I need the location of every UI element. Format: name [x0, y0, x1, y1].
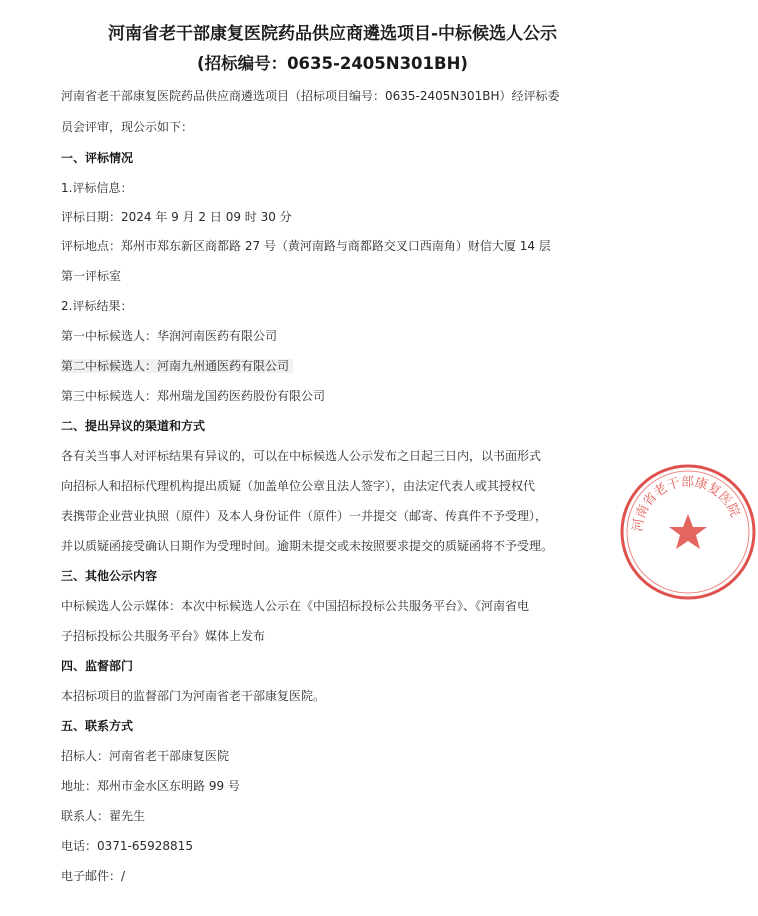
official-seal-stamp — [618, 462, 758, 602]
intro-line2: 员会评审，现公示如下： — [61, 120, 194, 134]
section2-line2: 向招标人和招标代理机构提出质疑（加盖单位公章且法人签字），由法定代表人或其授权代 — [61, 479, 536, 493]
seal-text: 河南省老干部康复医院 — [630, 474, 743, 533]
intro-line1: 河南省老干部康复医院药品供应商遴选项目（招标项目编号：0635-2405N301BH）经评标委 — [61, 89, 560, 103]
evaluation-place-line2: 第一评标室 — [61, 269, 122, 283]
section3-heading: 三、其他公示内容 — [61, 569, 158, 583]
section5-heading: 五、联系方式 — [61, 719, 134, 733]
section1-sub1: 1.评标信息： — [61, 181, 133, 195]
candidate-third: 第三中标候选人：郑州瑞龙国药医药股份有限公司 — [61, 389, 326, 403]
section4-heading: 四、监督部门 — [61, 659, 134, 673]
page-title-line1: 河南省老干部康复医院药品供应商遴选项目-中标候选人公示 — [107, 24, 558, 44]
section1-heading: 一、评标情况 — [61, 151, 134, 165]
email: 电子邮件：/ — [61, 869, 126, 883]
section2-line1: 各有关当事人对评标结果有异议的，可以在中标候选人公示发布之日起三日内，以书面形式 — [61, 449, 542, 463]
evaluation-date: 评标日期：2024 年 9 月 2 日 09 时 30 分 — [61, 210, 292, 224]
address: 地址：郑州市金水区东明路 99 号 — [61, 779, 240, 793]
section2-line4: 并以质疑函接受确认日期作为受理时间。逾期未提交或未按照要求提交的质疑函将不予受理。 — [61, 539, 554, 553]
section1-sub2: 2.评标结果： — [61, 299, 133, 313]
candidate-second — [61, 358, 293, 374]
candidate-first: 第一中标候选人：华润河南医药有限公司 — [61, 329, 278, 343]
phone: 电话：0371-65928815 — [61, 839, 193, 853]
section2-heading: 二、提出异议的渠道和方式 — [61, 419, 206, 433]
section3-line2: 子招标投标公共服务平台》媒体上发布 — [61, 629, 266, 643]
tenderer: 招标人：河南省老干部康复医院 — [61, 749, 230, 763]
section3-line1: 中标候选人公示媒体：本次中标候选人公示在《中国招标投标公共服务平台》、《河南省电 — [61, 599, 530, 613]
section4-line1: 本招标项目的监督部门为河南省老干部康复医院。 — [61, 689, 326, 703]
candidate-second-text: 第二中标候选人：河南九州通医药有限公司 — [61, 359, 293, 373]
contact-person: 联系人：翟先生 — [61, 809, 146, 823]
seal-star-icon — [669, 514, 707, 549]
evaluation-place-line1: 评标地点：郑州市郑东新区商都路 27 号（黄河南路与商都路交叉口西南角）财信大厦 14 层 — [61, 239, 551, 253]
section2-line3: 表携带企业营业执照（原件）及本人身份证件（原件）一并提交（邮寄、传真件不予受理）， — [61, 509, 548, 523]
page-title-line2: (招标编号：0635-2405N301BH) — [197, 54, 468, 73]
